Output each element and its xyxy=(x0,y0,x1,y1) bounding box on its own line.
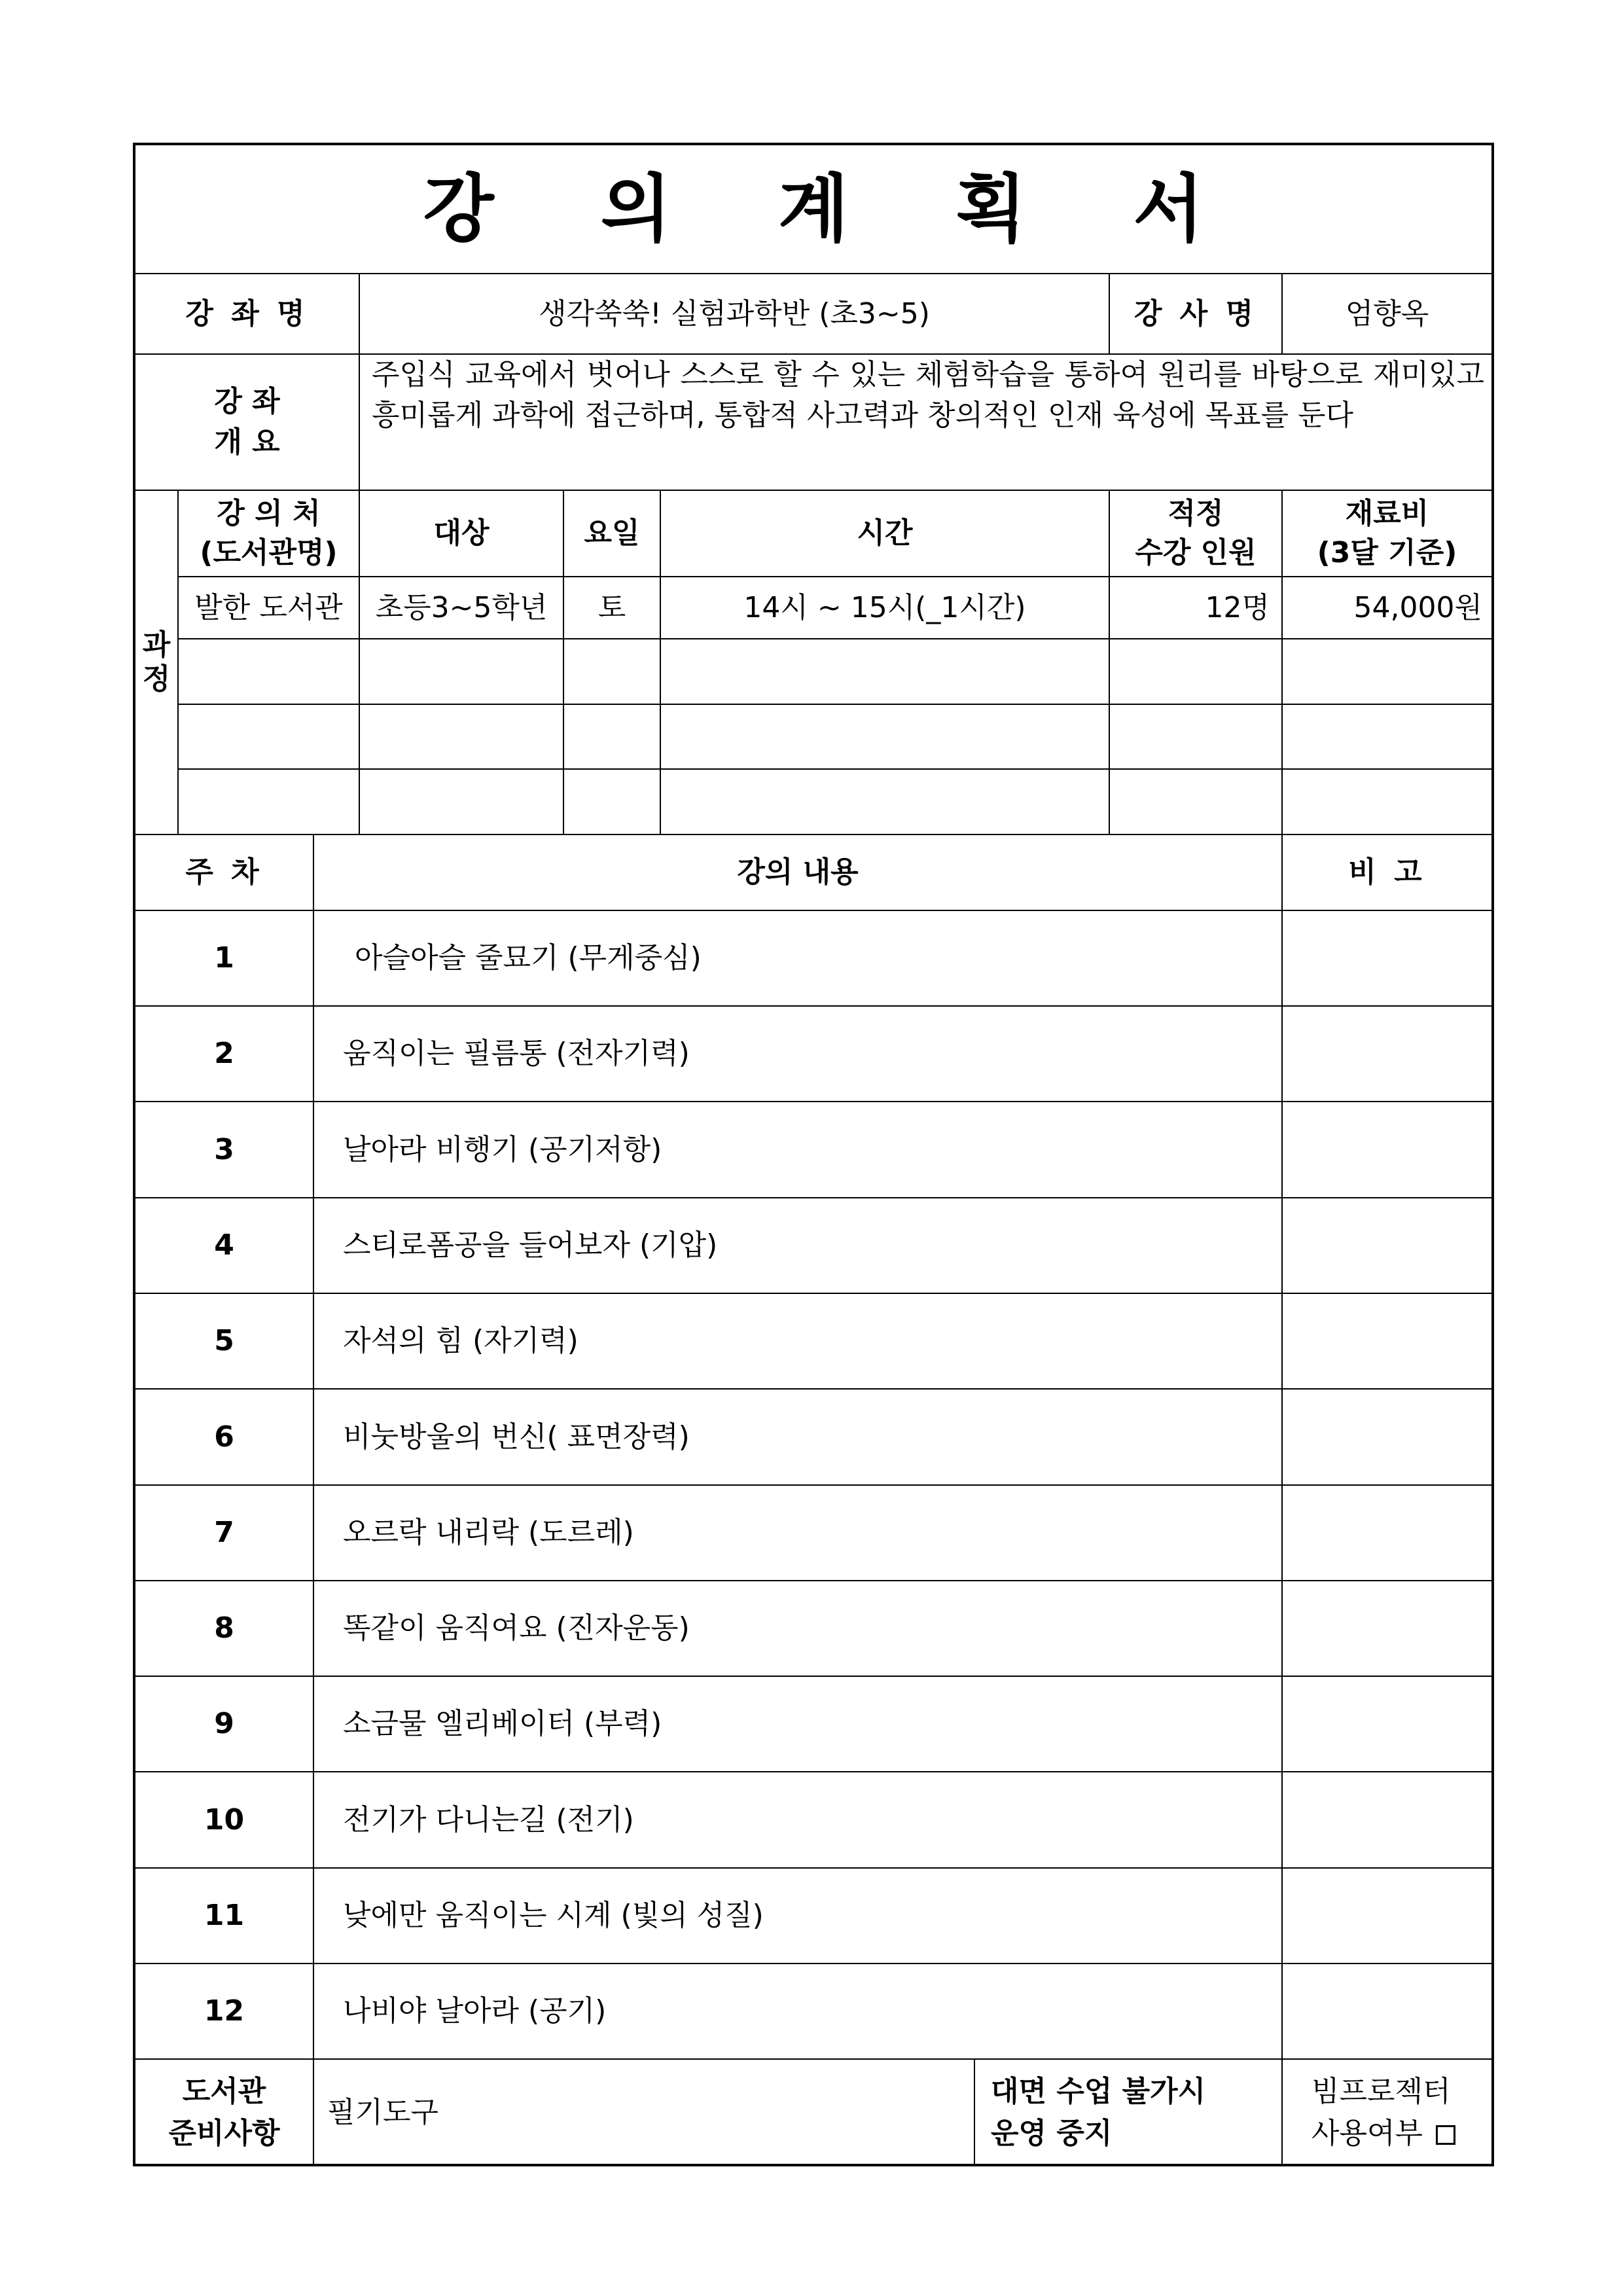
week-content: 아슬아슬 줄묘기 (무게중심) xyxy=(355,941,702,975)
overview-label-line1: 강 좌 xyxy=(214,385,280,418)
week-number: 11 xyxy=(204,1899,245,1932)
process-side-label xyxy=(135,491,177,834)
week-content: 똑같이 움직여요 (진자운동) xyxy=(343,1611,690,1645)
header-capacity-line1: 적정 xyxy=(1168,497,1224,530)
header-capacity-line2: 수강 인원 xyxy=(1135,536,1257,569)
week-content: 낮에만 움직이는 시계 (빛의 성질) xyxy=(343,1899,764,1932)
week-content: 움직이는 필름통 (전자기력) xyxy=(343,1037,690,1070)
prep-label-line1: 도서관 xyxy=(182,2074,266,2108)
header-venue xyxy=(179,491,359,576)
header-capacity xyxy=(1110,491,1281,576)
course-name-value: 생각쑥쑥! 실험과학반 (초3~5) xyxy=(539,296,930,331)
process-row-fee: 54,000원 xyxy=(1353,590,1482,624)
offline-label-line1: 대면 수업 불가시 xyxy=(991,2074,1206,2108)
projector-checkbox[interactable] xyxy=(1436,2125,1455,2145)
process-row-time: 14시 ~ 15시(_1시간) xyxy=(743,590,1026,624)
header-fee-line1: 재료비 xyxy=(1345,497,1429,530)
week-number: 9 xyxy=(214,1707,234,1740)
week-number: 4 xyxy=(214,1229,234,1262)
header-fee-line2: (3달 기준) xyxy=(1317,536,1457,569)
instructor-value: 엄향옥 xyxy=(1345,296,1429,331)
header-day: 요일 xyxy=(584,516,640,550)
instructor-label: 강 사 명 xyxy=(1133,296,1258,331)
header-note: 비 고 xyxy=(1348,855,1426,889)
prep-value: 필기도구 xyxy=(327,2095,439,2129)
week-content: 자석의 힘 (자기력) xyxy=(343,1324,579,1357)
header-target: 대상 xyxy=(433,516,490,550)
projector-line1: 빔프로젝터 xyxy=(1311,2074,1451,2108)
process-row-day: 토 xyxy=(597,590,626,624)
week-content: 나비야 날아라 (공기) xyxy=(343,1994,607,2028)
process-side-label-line1: 과 xyxy=(142,628,171,662)
week-content: 소금물 엘리베이터 (부력) xyxy=(343,1707,662,1740)
process-row-target: 초등3~5학년 xyxy=(375,590,548,624)
week-content: 비눗방울의 번신( 표면장력) xyxy=(343,1420,690,1454)
header-content: 강의 내용 xyxy=(737,855,859,889)
header-fee xyxy=(1283,491,1491,576)
overview-text: 주입식 교육에서 벗어나 스스로 할 수 있는 체험학습을 통하여 원리를 바탕으로 재미있고 흥미롭게 과학에 접근하며, 통합적 사고력과 창의적인 인재 육성에 목표를 둔다 xyxy=(372,358,1484,432)
header-week: 주 차 xyxy=(185,855,263,889)
header-venue-line2: (도서관명) xyxy=(200,536,338,569)
process-row-capacity: 12명 xyxy=(1205,590,1270,624)
projector-usage xyxy=(1283,2060,1491,2165)
week-content: 스티로폼공을 들어보자 (기압) xyxy=(343,1229,718,1262)
week-number: 2 xyxy=(214,1037,234,1070)
projector-line2: 사용여부 xyxy=(1311,2116,1423,2150)
header-venue-line1: 강 의 처 xyxy=(217,497,321,530)
prep-label-line2: 준비사항 xyxy=(168,2116,280,2150)
week-number: 12 xyxy=(204,1994,245,2028)
overview-label xyxy=(135,355,359,490)
prep-label xyxy=(135,2060,313,2165)
week-number: 5 xyxy=(214,1324,234,1357)
week-content: 오르락 내리락 (도르레) xyxy=(343,1516,634,1549)
document-title: 강 의 계 획 서 xyxy=(423,166,1245,252)
projector-line2-wrap xyxy=(1311,2113,1455,2155)
process-side-label-line2: 정 xyxy=(142,662,171,696)
offline-label-line2: 운영 중지 xyxy=(991,2116,1113,2150)
week-number: 6 xyxy=(214,1420,234,1454)
offline-label xyxy=(975,2060,1281,2165)
week-number: 10 xyxy=(204,1803,245,1837)
overview-label-line2: 개 요 xyxy=(214,425,280,459)
course-name-label: 강 좌 명 xyxy=(185,296,309,331)
week-content: 날아라 비행기 (공기저항) xyxy=(343,1132,662,1166)
week-number: 8 xyxy=(214,1611,234,1645)
week-number: 1 xyxy=(214,941,234,975)
process-row-venue: 발한 도서관 xyxy=(194,590,343,624)
week-number: 7 xyxy=(214,1516,234,1549)
header-time: 시간 xyxy=(857,516,913,550)
week-content: 전기가 다니는길 (전기) xyxy=(343,1803,634,1837)
week-number: 3 xyxy=(214,1132,234,1166)
